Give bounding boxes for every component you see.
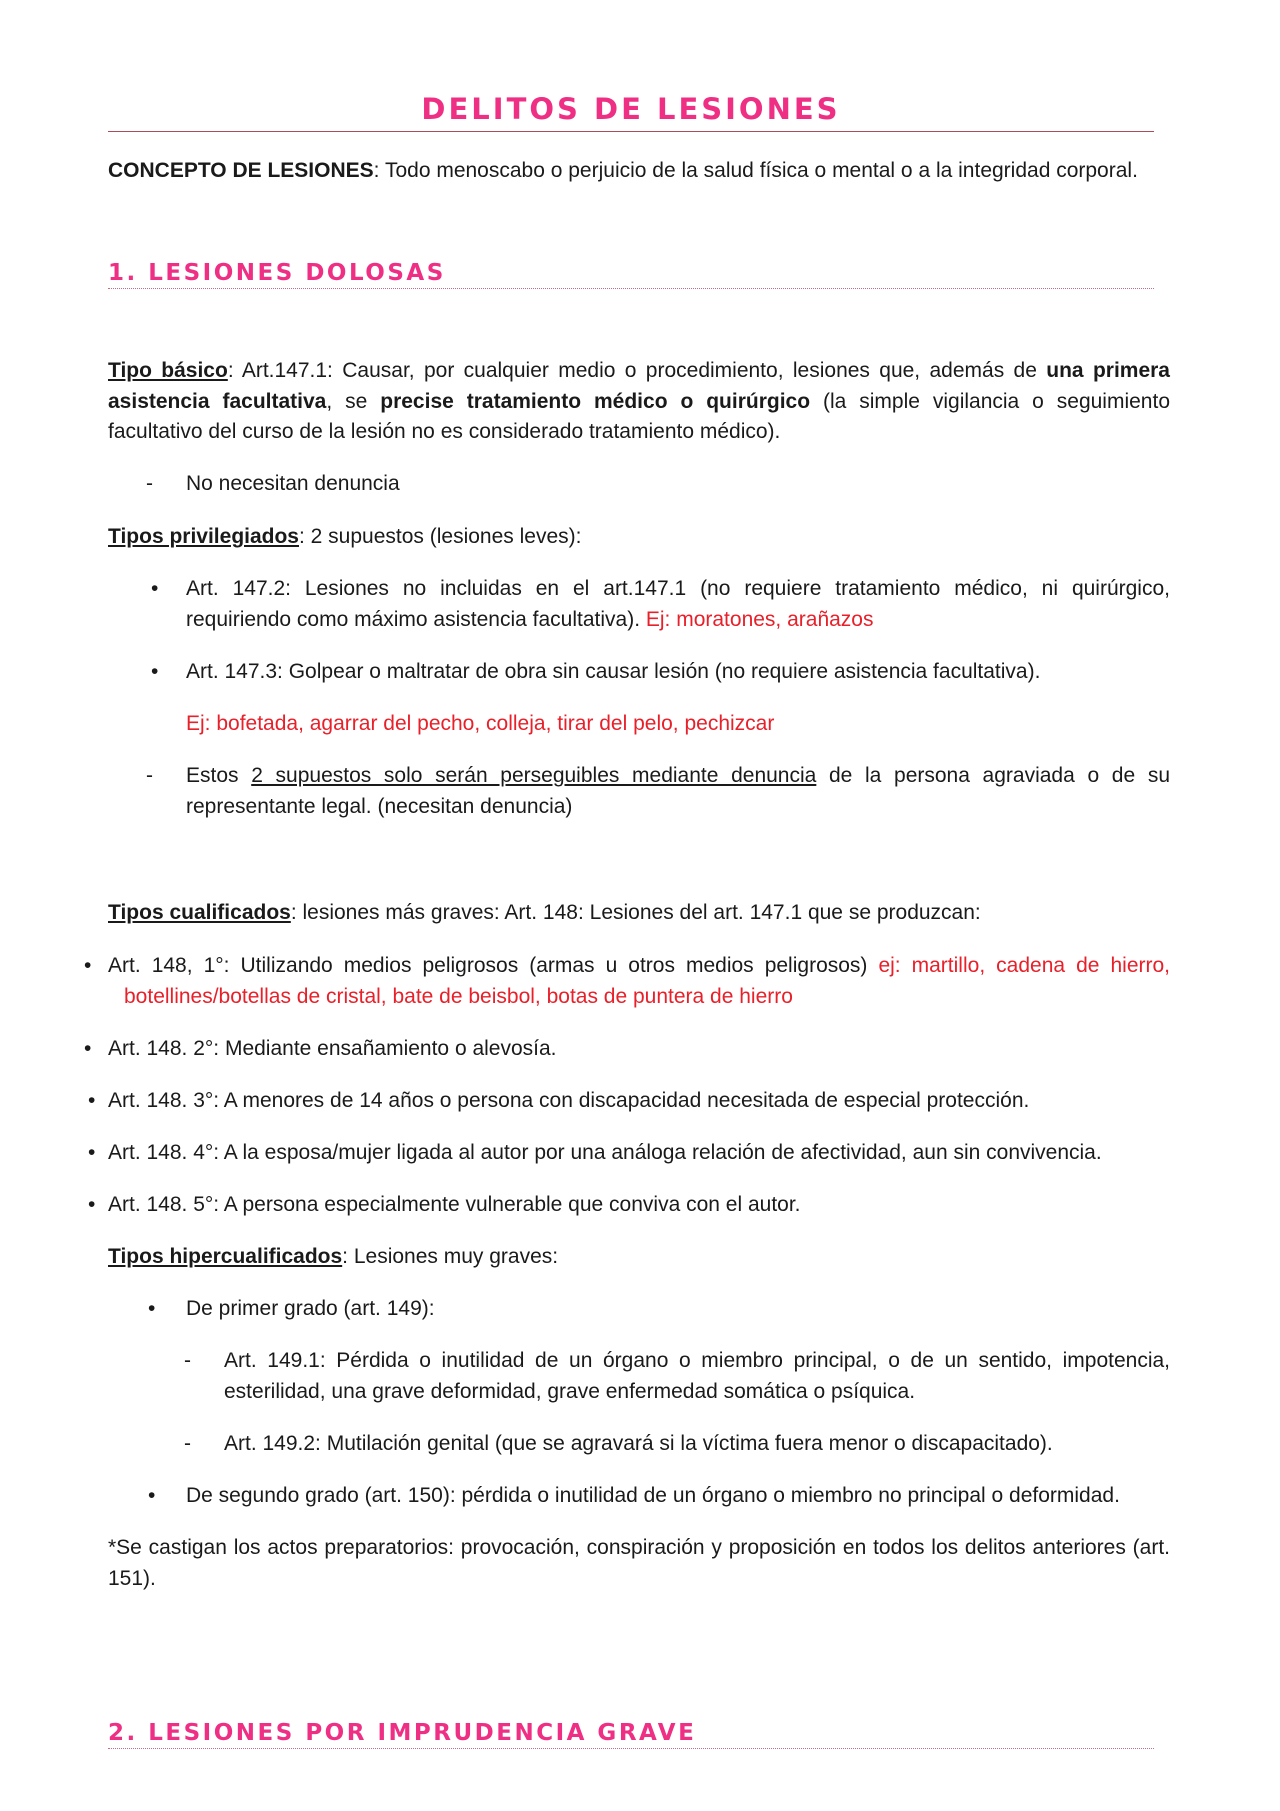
section-1-rule xyxy=(108,288,1154,289)
document-title: DELITOS DE LESIONES xyxy=(421,92,841,126)
hipercualificados-text: : Lesiones muy graves: xyxy=(342,1245,559,1268)
grado-1-sub-2: Art. 149.2: Mutilación genital (que se agravará si la víctima fuera menor o discapacitado). xyxy=(224,1432,1053,1455)
dash-marker: - xyxy=(184,1349,191,1372)
tipo-basico-text-2: , se xyxy=(326,389,381,413)
tipo-basico-label: Tipo básico xyxy=(108,359,228,382)
privilegiado-item-1 xyxy=(186,574,1170,635)
tipo-basico-bold-1: una primera asistencia facultativa xyxy=(108,359,1170,413)
bullet-marker: • xyxy=(84,954,92,977)
hipercualificados-label: Tipos hipercualificados xyxy=(108,1245,343,1268)
section-2-rule xyxy=(108,1748,1154,1749)
denuncia-note-post: de la persona agraviada o de su representante legal. (necesitan denuncia) xyxy=(186,764,1170,818)
no-denuncia-note: No necesitan denuncia xyxy=(186,472,400,495)
dash-marker: - xyxy=(146,764,153,787)
cualificado-item-1-text: Art. 148, 1°: Utilizando medios peligrosos (armas u otros medios peligrosos) xyxy=(108,954,879,977)
cualificados-text: : lesiones más graves: Art. 148: Lesiones del art. 147.1 que se produzcan: xyxy=(290,901,981,924)
cualificado-item-1-example: ej: martillo, cadena de hierro, botellines/botellas de cristal, bate de beisbol, botas de puntera de hierro xyxy=(124,954,1170,1008)
tipo-basico-bold-2: precise tratamiento médico o quirúrgico xyxy=(380,389,811,413)
cualificados-label: Tipos cualificados xyxy=(108,901,291,924)
denuncia-note-pre: Estos xyxy=(186,764,252,787)
privilegiado-item-2-example: Ej: bofetada, agarrar del pecho, colleja, tirar del pelo, pechizcar xyxy=(186,712,775,735)
bullet-marker: • xyxy=(151,660,159,683)
denuncia-note-underline: 2 supuestos solo serán perseguibles mediante denuncia xyxy=(251,764,817,787)
grado-1-item: De primer grado (art. 149): xyxy=(186,1297,435,1320)
section-1-heading: 1. LESIONES DOLOSAS xyxy=(108,260,446,286)
grado-2-item: De segundo grado (art. 150): pérdida o inutilidad de un órgano o miembro no principal o deformidad. xyxy=(186,1484,1120,1507)
denuncia-note xyxy=(186,761,1170,822)
concept-paragraph xyxy=(108,156,1168,187)
dash-marker: - xyxy=(184,1432,191,1455)
cualificado-item-1 xyxy=(108,951,1170,1012)
concept-label: CONCEPTO DE LESIONES xyxy=(108,159,374,182)
privilegiado-item-1-text: Art. 147.2: Lesiones no incluidas en el art.147.1 (no requiere tratamiento médico, ni quirúrgico, requiriendo como máximo asistencia facultativa). xyxy=(186,577,1170,631)
section-2-heading: 2. LESIONES POR IMPRUDENCIA GRAVE xyxy=(108,1720,697,1746)
privilegiados-label: Tipos privilegiados xyxy=(108,525,299,548)
concept-text: : Todo menoscabo o perjuicio de la salud física o mental o a la integridad corporal. xyxy=(373,159,1138,182)
cualificado-item-5: Art. 148. 5°: A persona especialmente vulnerable que conviva con el autor. xyxy=(108,1193,801,1216)
hipercualificados-paragraph xyxy=(108,1242,1170,1273)
bullet-marker: • xyxy=(84,1037,92,1060)
grado-1-sub-1: Art. 149.1: Pérdida o inutilidad de un órgano o miembro principal, o de un sentido, impotencia, esterilidad, una grave deformidad, grave enfermedad somática o psíquica. xyxy=(224,1349,1170,1403)
title-underline xyxy=(108,131,1154,132)
cualificado-item-3: Art. 148. 3°: A menores de 14 años o persona con discapacidad necesitada de especial protección. xyxy=(108,1089,1030,1112)
cualificado-item-2: Art. 148. 2°: Mediante ensañamiento o alevosía. xyxy=(108,1037,557,1060)
cualificados-paragraph xyxy=(108,898,1170,929)
tipo-basico-text: : Art.147.1: Causar, por cualquier medio o procedimiento, lesiones que, además de xyxy=(227,359,1047,382)
cualificado-item-4: Art. 148. 4°: A la esposa/mujer ligada al autor por una análoga relación de afectividad, aun sin convivencia. xyxy=(108,1141,1102,1164)
dash-marker: - xyxy=(146,472,153,495)
bullet-marker: • xyxy=(151,577,159,600)
tipo-basico-paragraph xyxy=(108,356,1170,448)
tipo-basico-text-3: (la simple vigilancia o seguimiento facultativo del curso de la lesión no es considerado tratamiento médico). xyxy=(108,389,1170,443)
privilegiado-item-2: Art. 147.3: Golpear o maltratar de obra sin causar lesión (no requiere asistencia facultativa). xyxy=(186,660,1041,683)
privilegiado-item-1-example: Ej: moratones, arañazos xyxy=(645,607,874,631)
privilegiados-paragraph xyxy=(108,522,1108,553)
bullet-marker: • xyxy=(148,1484,156,1507)
footnote-paragraph: *Se castigan los actos preparatorios: provocación, conspiración y proposición en todos los delitos anteriores (art. 151). xyxy=(108,1536,1170,1590)
bullet-marker: • xyxy=(88,1089,96,1112)
privilegiados-text: : 2 supuestos (lesiones leves): xyxy=(299,525,582,548)
bullet-marker: • xyxy=(148,1297,156,1320)
bullet-marker: • xyxy=(88,1193,96,1216)
bullet-marker: • xyxy=(88,1141,96,1164)
